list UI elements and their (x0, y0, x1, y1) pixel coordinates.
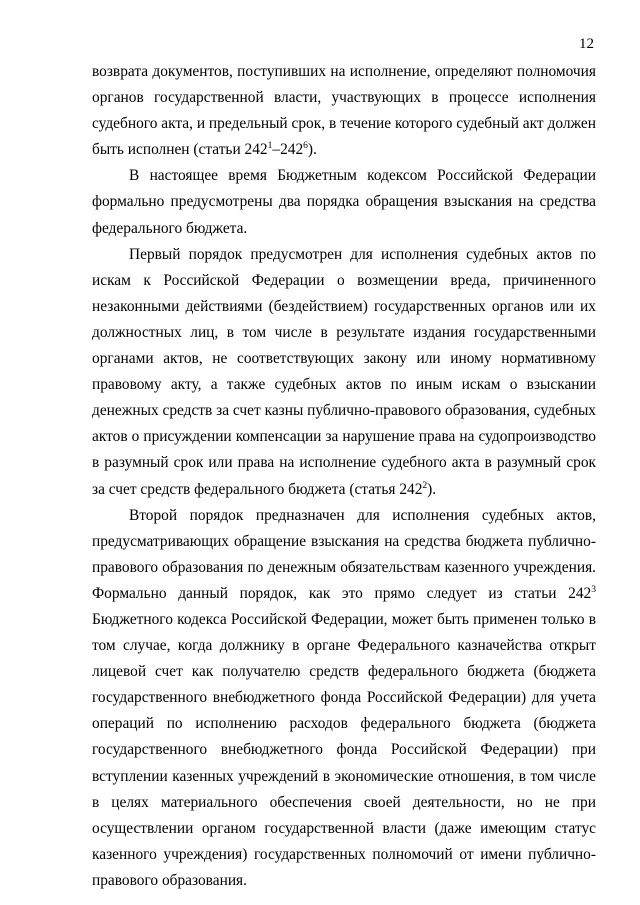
text-segment: Первый порядок предусмотрен для исполнения судебных актов по искам к Российской Федерации о возмещении вреда, причиненного незаконными действиями (бездействием) государственных органов или их должностных лиц, в том числе в результате издания государственными органами актов, не соответствующих закону или иному нормативному правовому акту, а также судебных актов по иным искам о взыскании денежных средств за счет казны публично-правового образования, судебных актов о присуждении компенсации за нарушение права на судопроизводство в разумный срок или права на исполнение судебного акта в разумный срок за счет средств федерального бюджета (статья 242 (92, 245, 596, 498)
superscript: 1 (267, 140, 273, 152)
paragraph-second-procedure (92, 503, 596, 894)
paragraph-budget-code (92, 163, 596, 241)
text-segment: В настоящее время Бюджетным кодексом Российской Федерации формально предусмотрены два порядка обращения взыскания на средства федерального бюджета. (92, 167, 596, 237)
body-text (92, 59, 596, 894)
text-segment: Второй порядок предназначен для исполнения судебных актов, предусматривающих обращение взыскания на средства бюджета публично-правового образования по денежным обязательствам казенного учреждения. Формально данный порядок, как это прямо следует из статьи 242 (92, 506, 596, 602)
text-segment: ). (307, 141, 317, 159)
text-segment: –242 (272, 141, 304, 159)
superscript: 3 (591, 583, 596, 595)
page-number: 12 (579, 36, 594, 52)
text-segment: возврата документов, поступивших на исполнение, определяют полномочия органов государственной власти, участвующих в процессе исполнения судебного акта, и предельный срок, в течение которого судебный акт должен быть исполнен (статьи 242 (92, 63, 596, 159)
text-segment: ). (427, 480, 437, 498)
superscript: 2 (422, 479, 428, 491)
superscript: 6 (303, 140, 308, 152)
text-segment: Бюджетного кодекса Российской Федерации, может быть применен только в том случае, когда должнику в органе Федерального казначейства открыт лицевой счет как получателю средств федерального бюджета (бюджета государственного внебюджетного фонда Российской Федерации) для учета операций по исполнению расходов федерального бюджета (бюджета государственного внебюджетного фонда Российской Федерации) при вступлении казенных учреждений в экономические отношения, в том числе в целях материального обеспечения своей деятельности, но не при осуществлении органом государственной власти (даже имеющим статус казенного учреждения) государственных полномочий от имени публично-правового образования. (92, 610, 596, 889)
paragraph-first-procedure (92, 242, 596, 503)
paragraph-continuation (92, 59, 596, 163)
